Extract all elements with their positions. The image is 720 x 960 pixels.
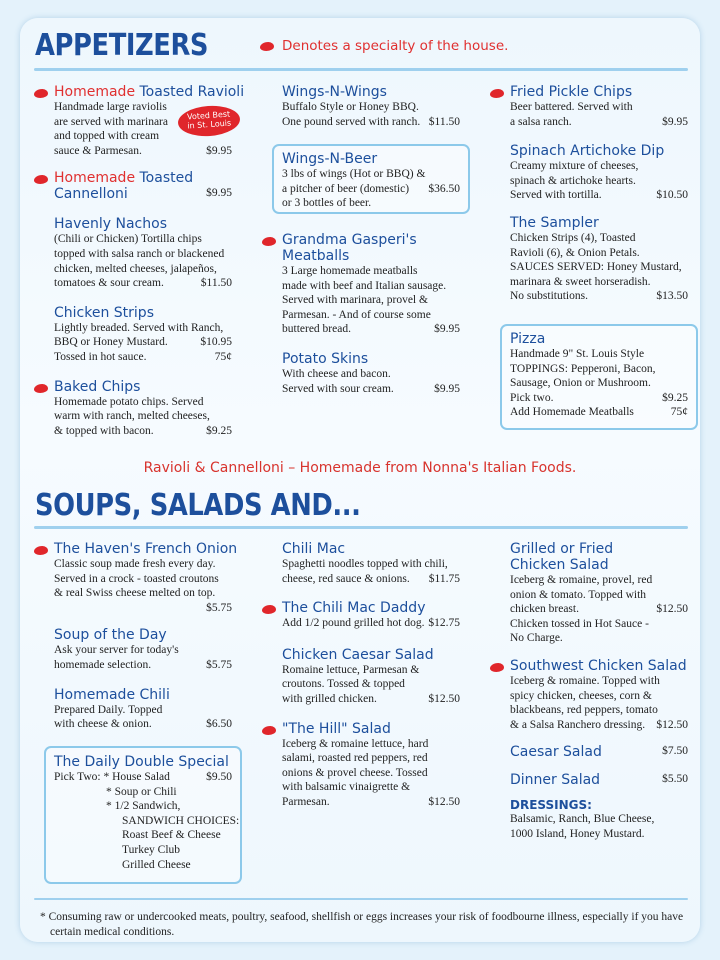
appetizers-col-2b xyxy=(282,232,460,406)
price: $12.75 xyxy=(428,617,460,630)
price: $7.50 xyxy=(662,745,688,758)
soups-col-1 xyxy=(54,541,238,742)
price: $11.50 xyxy=(428,115,460,128)
specialty-marker-icon xyxy=(260,42,274,51)
price: $10.50 xyxy=(656,189,688,202)
price: $11.50 xyxy=(200,277,232,290)
voted-best-badge: Voted Best in St. Louis xyxy=(177,104,241,138)
menu-item-southwest-salad: Southwest Chicken Salad Iceberg & romaine. Topped with spicy chicken, cheeses, corn & blackbeans, red peppers, tomato & a Salsa Ranchero dressing. $12.50 xyxy=(510,658,688,732)
menu-item-the-hill: "The Hill" Salad Iceberg & romaine lettuce, hard salami, roasted red peppers, red onions & provel cheese. Tossed with balsamic vinaigrette & Parmesan. $12.50 xyxy=(282,721,460,810)
appetizers-title: APPETIZERS xyxy=(35,28,209,63)
price: $13.50 xyxy=(656,290,688,303)
price: $9.25 xyxy=(206,424,232,437)
menu-item-pizza: Pizza Handmade 9" St. Louis Style TOPPINGS: Pepperoni, Bacon, Sausage, Onion or Mushroom. Pick two. $9.25 Add Homemade Meatballs 75¢ xyxy=(510,331,688,419)
price: $5.75 xyxy=(206,601,232,614)
price: $36.50 xyxy=(428,182,460,195)
price: $9.95 xyxy=(434,382,460,395)
dressings-list: DRESSINGS: Balsamic, Ranch, Blue Cheese, 1000 Island, Honey Mustard. xyxy=(510,798,655,840)
menu-item-sampler: The Sampler Chicken Strips (4), Toasted Ravioli (6), & Onion Petals. SAUCES SERVED: Honey Mustard, marinara & sweet horseradish. No substitutions. $13.50 xyxy=(510,214,688,303)
menu-item-nachos: Havenly Nachos (Chili or Chicken) Tortilla chips topped with salsa ranch or blackened chicken, melted cheeses, jalapeños, tomatoes & sour cream. $11.50 xyxy=(54,216,232,290)
price: $9.95 xyxy=(434,323,460,336)
menu-item-chili-mac: Chili Mac Spaghetti noodles topped with chili, cheese, red sauce & onions. $11.75 xyxy=(282,541,460,585)
price: $5.75 xyxy=(206,658,232,671)
specialty-legend: Denotes a specialty of the house. xyxy=(262,38,508,54)
menu-item-caesar-salad: Caesar Salad $7.50 xyxy=(510,744,688,761)
footer-rule xyxy=(34,898,688,900)
soups-rule xyxy=(34,526,688,529)
appetizers-col-2 xyxy=(282,84,460,139)
menu-item-chicken-caesar: Chicken Caesar Salad Romaine lettuce, Parmesan & croutons. Tossed & topped with grilled chicken. $12.50 xyxy=(282,646,460,705)
appetizers-col-1 xyxy=(54,84,245,448)
price: $10.95 xyxy=(200,336,232,349)
price: $6.50 xyxy=(206,718,232,731)
menu-item-meatballs: Grandma Gasperi's Meatballs 3 Large homemade meatballs made with beef and Italian sausage. Served with marinara, provel & Parmesan. - And of course some buttered bread. $9.95 xyxy=(282,232,460,337)
appetizers-col-3 xyxy=(510,84,688,314)
specialty-marker-icon xyxy=(34,384,48,393)
health-footnote: * Consuming raw or undercooked meats, poultry, seafood, shellfish or eggs increases your risk of foodbourne illness, especially if you have certain medical conditions. xyxy=(40,911,684,938)
menu-item-soup-of-day: Soup of the Day Ask your server for today's homemade selection. $5.75 xyxy=(54,627,232,671)
price: $5.50 xyxy=(662,773,688,786)
menu-item-cannelloni: Homemade Toasted Cannelloni $9.95 xyxy=(54,170,232,202)
price: $12.50 xyxy=(428,795,460,808)
menu-item-potato-skins: Potato Skins With cheese and bacon. Served with sour cream. $9.95 xyxy=(282,350,460,395)
menu-item-pickle-chips: Fried Pickle Chips Beer battered. Served with a salsa ranch. $9.95 xyxy=(510,84,688,129)
menu-item-baked-chips: Baked Chips Homemade potato chips. Served warm with ranch, melted cheeses, & topped with bacon. $9.25 xyxy=(54,379,232,439)
menu-item-chicken-strips: Chicken Strips Lightly breaded. Served with Ranch, BBQ or Honey Mustard. $10.95 Tossed in hot sauce. 75¢ xyxy=(54,304,232,363)
homemade-banner: Ravioli & Cannelloni – Homemade from Nonna's Italian Foods. xyxy=(143,460,577,476)
price: $9.25 xyxy=(662,391,688,404)
price: 75¢ xyxy=(214,350,232,363)
price: $12.50 xyxy=(656,718,688,731)
menu-item-chili-mac-daddy: The Chili Mac Daddy Add 1/2 pound grilled hot dog. $12.75 xyxy=(282,600,460,631)
price: $12.50 xyxy=(656,603,688,616)
menu-item-toasted-ravioli: Homemade Toasted Ravioli Handmade large raviolis are served with marinara and topped with cream sauce & Parmesan. $9.95 xyxy=(54,84,232,158)
price: $9.95 xyxy=(206,187,232,200)
price: $11.75 xyxy=(428,572,460,585)
price: $9.50 xyxy=(206,771,232,783)
soups-col-3 xyxy=(510,541,688,852)
soups-col-2 xyxy=(282,541,460,820)
appetizers-rule xyxy=(34,68,688,71)
menu-item-wings-beer: Wings-N-Beer 3 lbs of wings (Hot or BBQ) & a pitcher of beer (domestic) $36.50 or 3 bottles of beer. xyxy=(282,151,460,210)
menu-item-wings: Wings-N-Wings Buffalo Style or Honey BBQ. One pound served with ranch. $11.50 xyxy=(282,84,460,128)
menu-item-artichoke-dip: Spinach Artichoke Dip Creamy mixture of cheeses, spinach & artichoke hearts. Served with tortilla. $10.50 xyxy=(510,143,688,202)
price: $9.95 xyxy=(662,115,688,128)
menu-item-homemade-chili: Homemade Chili Prepared Daily. Topped with cheese & onion. $6.50 xyxy=(54,686,232,731)
price: 75¢ xyxy=(670,406,688,419)
menu-item-grilled-chicken-salad: Grilled or Fried Chicken Salad Iceberg & romaine, provel, red onion & tomato. Topped with chicken breast. $12.50 Chicken tossed in Hot Sauce - No Charge. xyxy=(510,541,688,645)
specialty-marker-icon xyxy=(262,726,276,735)
soups-title: SOUPS, SALADS AND... xyxy=(35,488,361,523)
menu-item-dinner-salad: Dinner Salad $5.50 xyxy=(510,772,688,789)
menu-item-daily-double: The Daily Double Special Pick Two: * House Salad $9.50 * Soup or Chili * 1/2 Sandwich, SANDWICH CHOICES: Roast Beef & Cheese Turkey Club Grilled Cheese xyxy=(54,754,240,871)
price: $9.95 xyxy=(206,144,232,157)
price: $12.50 xyxy=(428,692,460,705)
menu-item-french-onion: The Haven's French Onion Classic soup made fresh every day. Served in a crock - toasted croutons & real Swiss cheese melted on top. $5.75 xyxy=(54,541,232,615)
